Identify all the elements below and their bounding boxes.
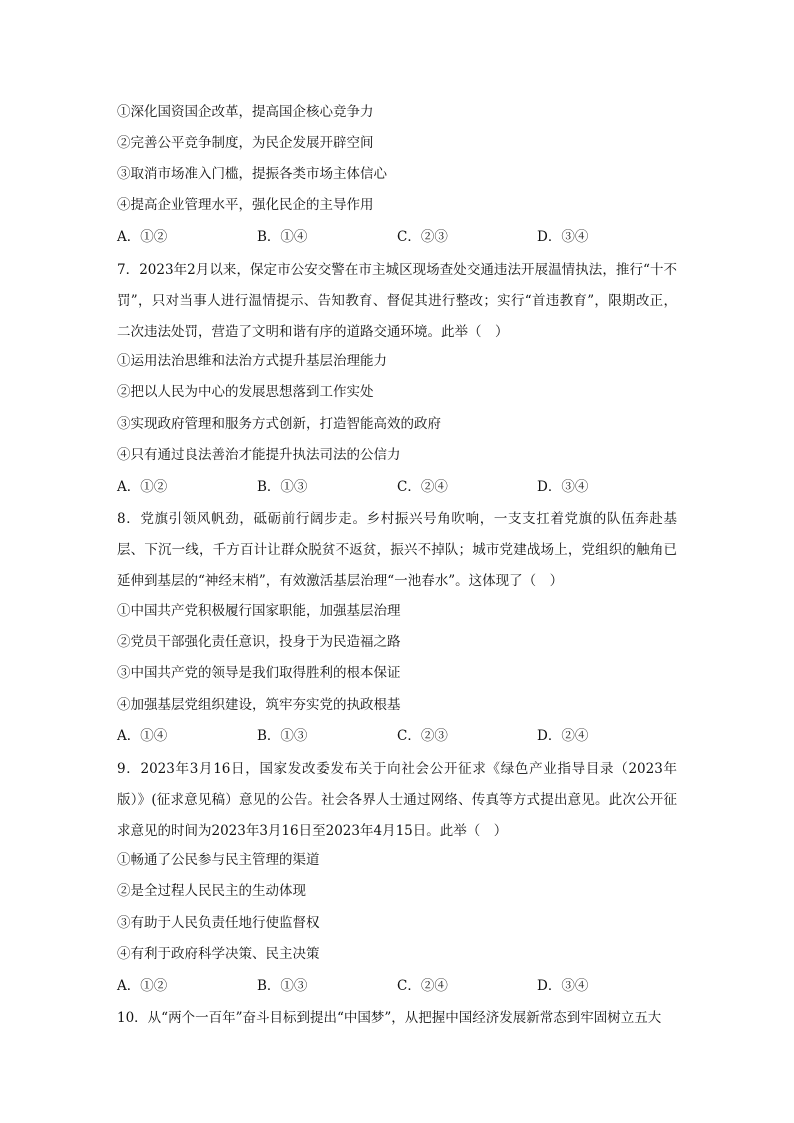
q9-stem: 9．2023年3月16日，国家发改委发布关于向社会公开征求《绿色产业指导目录（2023年版）》(征求意见稿）意见的公告。社会各界人士通过网络、传真等方式提出意见。此次公开征求意见的时间为2023年3月16日至2023年4月15日。此举（ ）	[117, 761, 677, 839]
q8-option-4: ④加强基层党组织建设，筑牢夯实党的执政根基	[117, 697, 401, 713]
q7-answer-a: A．①②	[117, 479, 168, 495]
q6-answer-d: D．③④	[537, 229, 589, 245]
q7-answer-c: C．②④	[397, 479, 448, 495]
q10-stem: 10．从“两个一百年”奋斗目标到提出“中国梦”，从把握中国经济发展新常态到牢固树立五大	[117, 1010, 662, 1026]
q7-answer-d: D．③④	[537, 479, 589, 495]
q7-answer-b: B．①③	[257, 479, 308, 495]
q8-answer-a: A．①④	[117, 728, 168, 744]
q6-answer-c: C．②③	[397, 229, 448, 245]
q7-option-2: ②把以人民为中心的发展思想落到工作实处	[117, 384, 374, 400]
q7-option-4: ④只有通过良法善治才能提升执法司法的公信力	[117, 447, 401, 463]
q6-answer-b: B．①④	[257, 229, 308, 245]
q9-answer-b: B．①③	[257, 978, 308, 994]
q9-answer-a: A．①②	[117, 978, 168, 994]
q7-option-1: ①运用法治思维和法治方式提升基层治理能力	[117, 353, 387, 369]
q9-option-3: ③有助于人民负责任地行使监督权	[117, 915, 320, 931]
q8-option-2: ②党员干部强化责任意识，投身于为民造福之路	[117, 634, 401, 650]
q6-option-3: ③取消市场准入门槛，提振各类市场主体信心	[117, 166, 387, 182]
q9-answer-d: D．③④	[537, 978, 589, 994]
q9-answer-c: C．②④	[397, 978, 448, 994]
q9-option-2: ②是全过程人民民主的生动体现	[117, 883, 306, 899]
q8-option-1: ①中国共产党积极履行国家职能，加强基层治理	[117, 603, 401, 619]
q7-answer-choices	[117, 477, 677, 497]
q7-option-3: ③实现政府管理和服务方式创新，打造智能高效的政府	[117, 416, 441, 432]
q8-answer-c: C．②③	[397, 728, 448, 744]
q9-option-4: ④有利于政府科学决策、民主决策	[117, 946, 320, 962]
q9-answer-choices	[117, 976, 677, 996]
q6-answer-a: A．①②	[117, 229, 168, 245]
q9-option-1: ①畅通了公民参与民主管理的渠道	[117, 852, 320, 868]
q8-option-3: ③中国共产党的领导是我们取得胜利的根本保证	[117, 665, 401, 681]
q6-option-2: ②完善公平竞争制度，为民企发展开辟空间	[117, 135, 374, 151]
q8-stem: 8．党旗引领风帆劲，砥砺前行阔步走。乡村振兴号角吹响，一支支扛着党旗的队伍奔赴基层、下沉一线，千方百计让群众脱贫不返贫，振兴不掉队；城市党建战场上，党组织的触角已延伸到基层的“神经末梢”，有效激活基层治理“一池春水”。这体现了（ ）	[117, 511, 677, 589]
q8-answer-b: B．①③	[257, 728, 308, 744]
q6-option-4: ④提高企业管理水平，强化民企的主导作用	[117, 197, 374, 213]
q7-stem: 7．2023年2月以来，保定市公安交警在市主城区现场查处交通违法开展温情执法，推行“十不罚”，只对当事人进行温情提示、告知教育、督促其进行整改；实行“首违教育”，限期改正，二次违法处罚，营造了文明和谐有序的道路交通环境。此举（ ）	[117, 262, 677, 340]
q8-answer-d: D．②④	[537, 728, 589, 744]
q6-option-1: ①深化国资国企改革，提高国企核心竞争力	[117, 104, 374, 120]
q6-answer-choices	[117, 227, 677, 247]
q8-answer-choices	[117, 726, 677, 746]
